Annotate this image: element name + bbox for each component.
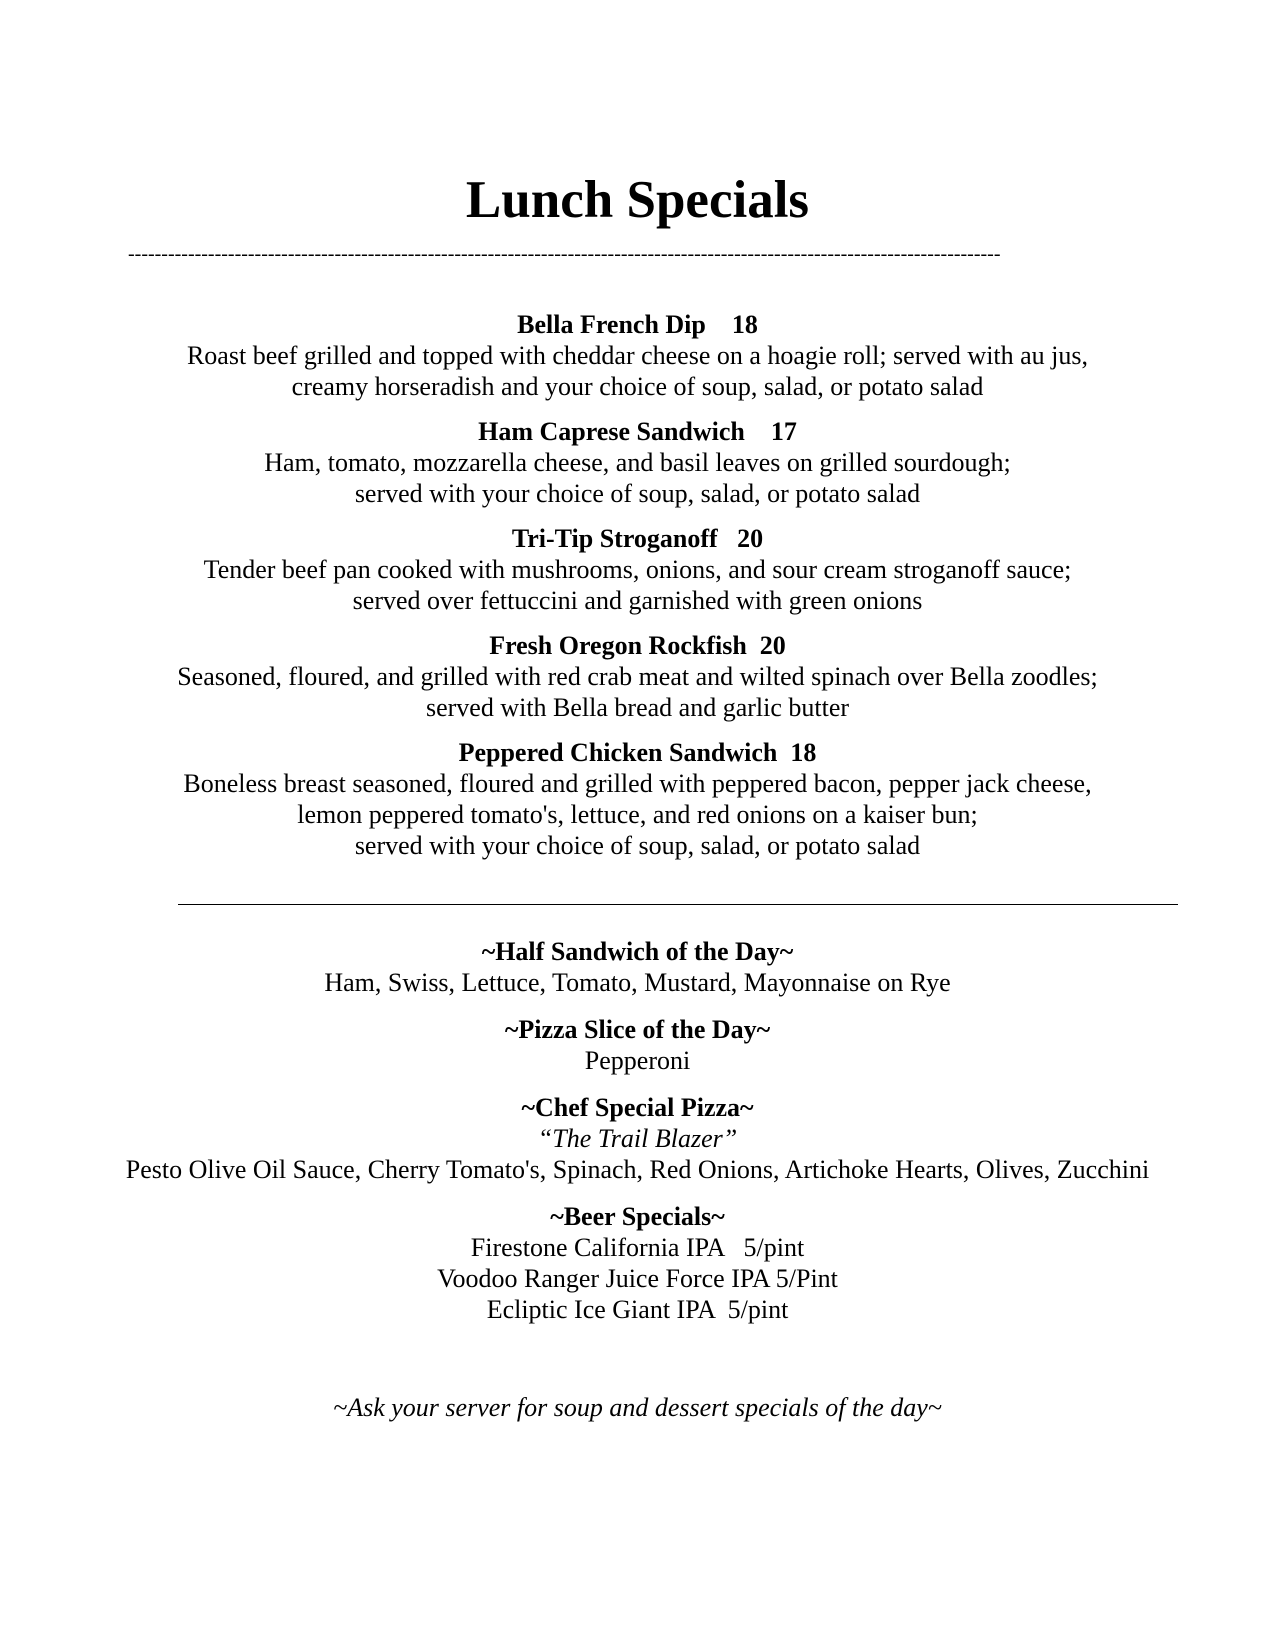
description-line: served with your choice of soup, salad, or potato salad	[354, 479, 921, 508]
menu-item-description	[0, 554, 1275, 616]
menu-item-name: Ham Caprese Sandwich 17	[478, 417, 797, 446]
section-heading: ~Chef Special Pizza~	[521, 1093, 754, 1122]
menu-item-description	[0, 340, 1275, 402]
chef-pizza-section	[0, 1093, 1275, 1185]
section-line: Ham, Swiss, Lettuce, Tomato, Mustard, Mayonnaise on Rye	[324, 968, 951, 997]
menu-item-name: Tri-Tip Stroganoff 20	[511, 524, 764, 553]
description-line: served with Bella bread and garlic butter	[425, 693, 850, 722]
menu-item-description	[0, 768, 1275, 861]
half-sandwich-section	[0, 937, 1275, 998]
menu-item-description	[0, 447, 1275, 509]
dashed-divider: -----------------------------------------------------------------------------------------------------------------------------------	[128, 244, 1001, 264]
section-heading: ~Pizza Slice of the Day~	[504, 1015, 771, 1044]
menu-item-name: Peppered Chicken Sandwich 18	[458, 738, 817, 767]
beer-section	[0, 1202, 1275, 1325]
description-line: served with your choice of soup, salad, or potato salad	[354, 831, 921, 860]
menu-item	[0, 310, 1275, 402]
page-title: Lunch Specials	[465, 171, 810, 229]
menu-item	[0, 631, 1275, 723]
pizza-slice-section	[0, 1015, 1275, 1076]
description-line: Roast beef grilled and topped with cheddar cheese on a hoagie roll; served with au jus,	[186, 341, 1089, 370]
beer-line: Firestone California IPA 5/pint	[470, 1233, 805, 1262]
section-heading: ~Half Sandwich of the Day~	[481, 937, 794, 966]
description-line: Seasoned, floured, and grilled with red crab meat and wilted spinach over Bella zoodles;	[177, 662, 1098, 691]
menu-item-name: Bella French Dip 18	[517, 310, 758, 339]
section-line: Pepperoni	[584, 1046, 691, 1075]
description-line: Ham, tomato, mozzarella cheese, and basil leaves on grilled sourdough;	[264, 448, 1011, 477]
menu-item-description	[0, 661, 1275, 723]
section-line: Pesto Olive Oil Sauce, Cherry Tomato's, Spinach, Red Onions, Artichoke Hearts, Olives, Zucchini	[125, 1155, 1150, 1184]
description-line: lemon peppered tomato's, lettuce, and red onions on a kaiser bun;	[297, 800, 978, 829]
menu-item	[0, 738, 1275, 861]
daily-specials	[0, 937, 1275, 1342]
beer-line: Voodoo Ranger Juice Force IPA 5/Pint	[437, 1264, 838, 1293]
description-line: served over fettuccini and garnished with green onions	[352, 586, 923, 615]
description-line: Boneless breast seasoned, floured and grilled with peppered bacon, pepper jack cheese,	[183, 769, 1092, 798]
footer-note: ~Ask your server for soup and dessert specials of the day~	[333, 1393, 942, 1422]
lunch-items	[0, 310, 1275, 876]
menu-item	[0, 524, 1275, 616]
description-line: creamy horseradish and your choice of soup, salad, or potato salad	[291, 372, 984, 401]
menu-item-name: Fresh Oregon Rockfish 20	[489, 631, 786, 660]
beer-line: Ecliptic Ice Giant IPA 5/pint	[486, 1295, 789, 1324]
pizza-name: “The Trail Blazer”	[537, 1124, 738, 1153]
section-heading: ~Beer Specials~	[550, 1202, 725, 1231]
description-line: Tender beef pan cooked with mushrooms, onions, and sour cream stroganoff sauce;	[203, 555, 1072, 584]
menu-item	[0, 417, 1275, 509]
section-divider	[178, 904, 1178, 905]
